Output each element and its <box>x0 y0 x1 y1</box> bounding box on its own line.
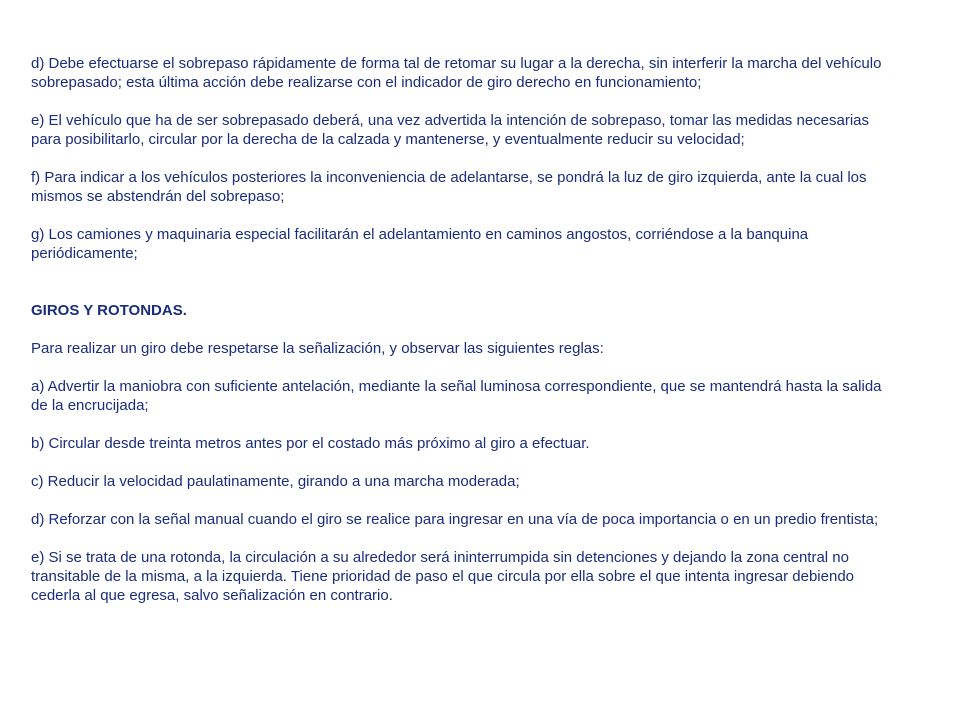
turn-rule-c: c) Reducir la velocidad paulatinamente, girando a una marcha moderada; <box>31 473 520 490</box>
spacer <box>31 320 900 339</box>
turn-rule-a: a) Advertir la maniobra con suficiente antelación, mediante la señal luminosa correspondiente, que se mantendrá hasta la salida de la encrucijada; <box>31 378 882 414</box>
paragraph-overtake-e: e) El vehículo que ha de ser sobrepasado deberá, una vez advertida la intención de sobrepaso, tomar las medidas necesarias para posibilitarlo, circular por la derecha de la calzada y mantenerse, y eventualmente reducir su velocidad; <box>31 112 870 148</box>
turn-rule-d: d) Reforzar con la señal manual cuando el giro se realice para ingresar en una vía de poca importancia o en un predio frentista; <box>31 511 879 528</box>
turn-rule-b: b) Circular desde treinta metros antes por el costado más próximo al giro a efectuar. <box>31 435 590 452</box>
spacer <box>31 529 900 548</box>
section-intro: Para realizar un giro debe respetarse la señalización, y observar las siguientes reglas: <box>31 340 604 357</box>
spacer <box>31 92 900 111</box>
paragraph-overtake-g: g) Los camiones y maquinaria especial facilitarán el adelantamiento en caminos angostos, corriéndose a la banquina periódicamente; <box>31 226 809 262</box>
turn-rule-e: e) Si se trata de una rotonda, la circulación a su alrededor será ininterrumpida sin detenciones y dejando la zona central no transitable de la misma, a la izquierda. Tiene prioridad de paso el que circula por ella sobre el que intenta ingresar debiendo cederla al que egresa, salvo señalización en contrario. <box>31 549 855 604</box>
spacer <box>31 453 900 472</box>
paragraph-overtake-f: f) Para indicar a los vehículos posteriores la inconveniencia de adelantarse, se pondrá la luz de giro izquierda, ante la cual los mismos se abstendrán del sobrepaso; <box>31 169 867 205</box>
paragraph-overtake-d: d) Debe efectuarse el sobrepaso rápidamente de forma tal de retomar su lugar a la derecha, sin interferir la marcha del vehículo sobrepasado; esta última acción debe realizarse con el indicador de giro derecho en funcionamiento; <box>31 55 882 91</box>
spacer <box>31 206 900 225</box>
spacer <box>31 263 900 301</box>
spacer <box>31 415 900 434</box>
spacer <box>31 358 900 377</box>
section-heading: GIROS Y ROTONDAS. <box>31 302 187 319</box>
spacer <box>31 491 900 510</box>
spacer <box>31 149 900 168</box>
